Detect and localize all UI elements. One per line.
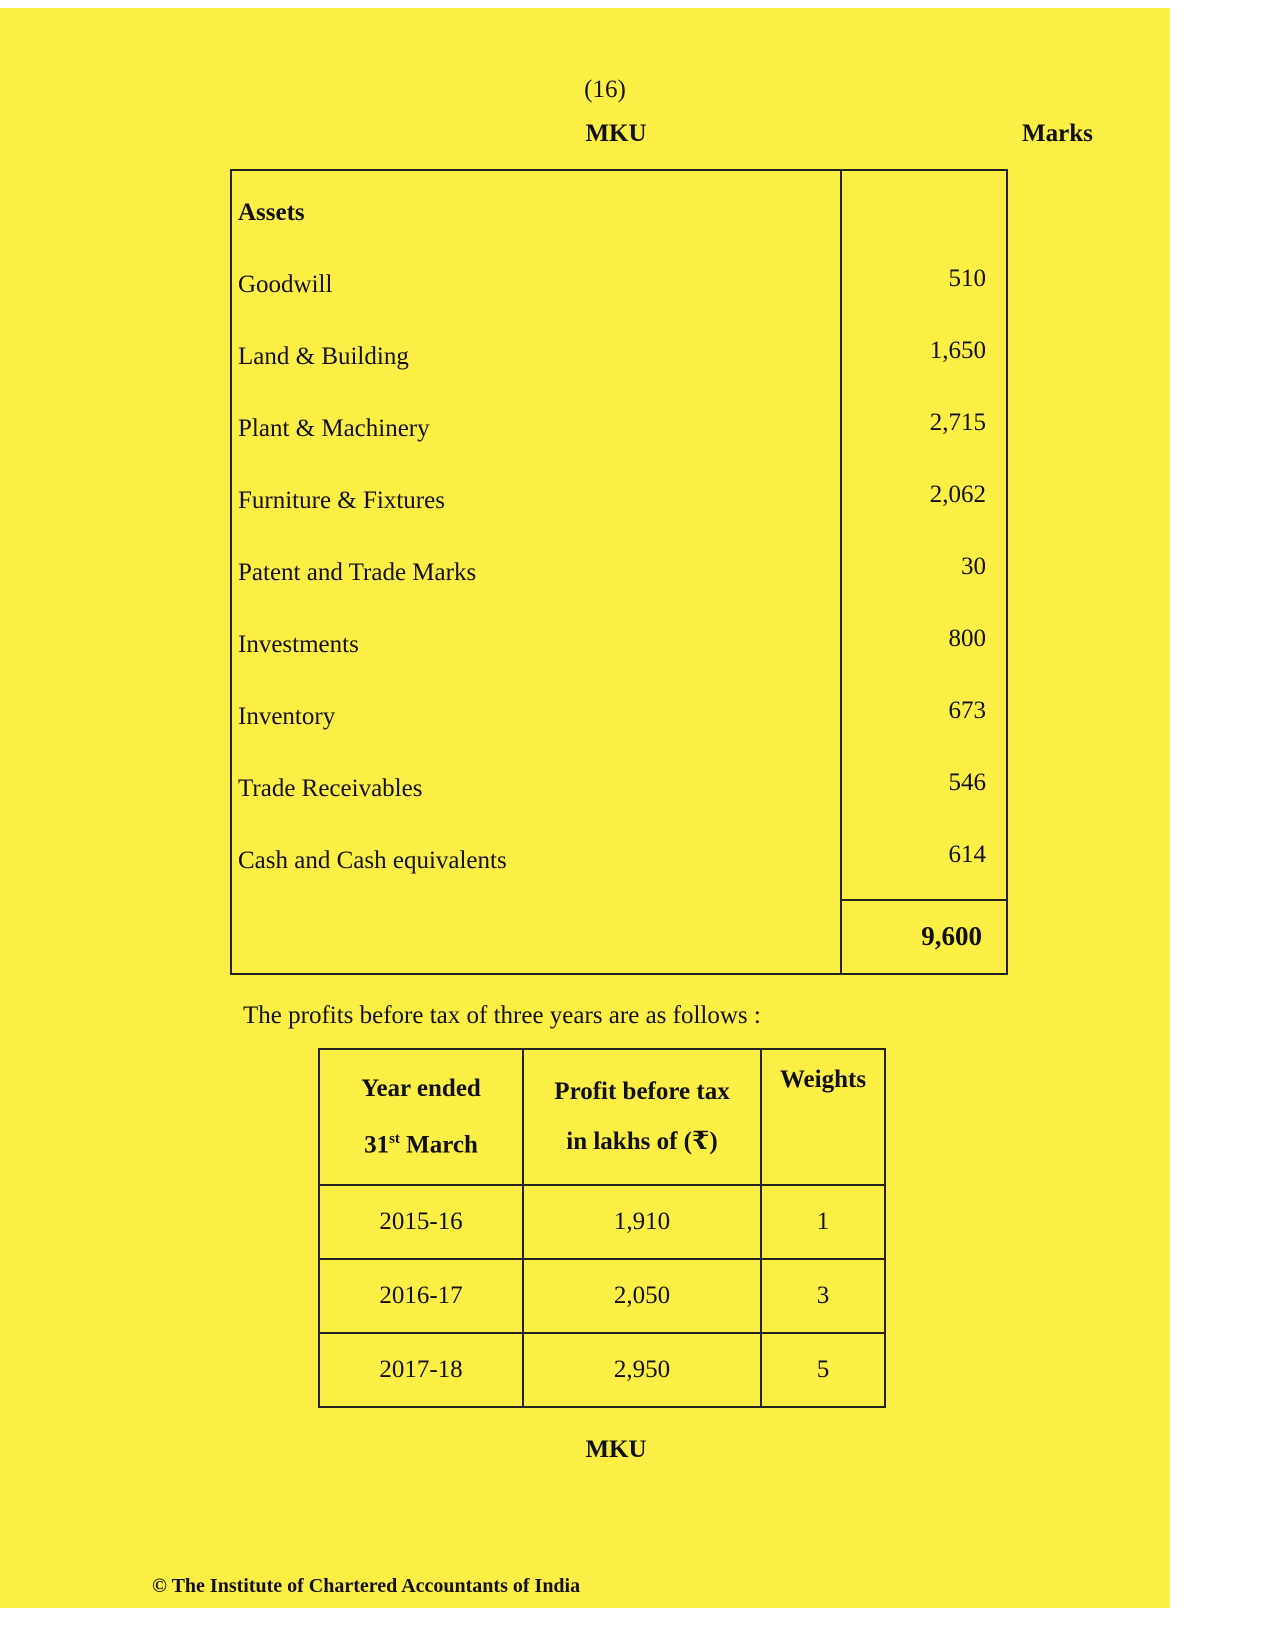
weight-cell: 3 <box>761 1259 885 1333</box>
marks-label: Marks <box>1022 120 1093 147</box>
year-header-line1: Year ended <box>361 1074 481 1102</box>
page-number: (16) <box>584 76 626 103</box>
year-header-day: 31 <box>364 1131 390 1159</box>
asset-label: Trade Receivables <box>238 775 423 802</box>
assets-total: 9,600 <box>921 921 982 951</box>
profit-cell: 2,050 <box>523 1259 761 1333</box>
profits-intro: The profits before tax of three years are as follows : <box>243 1002 761 1029</box>
profits-table <box>318 1048 886 1408</box>
asset-value: 800 <box>948 625 986 652</box>
assets-table <box>230 169 1008 975</box>
asset-row-land-building <box>238 337 986 377</box>
asset-value: 510 <box>948 265 986 292</box>
profit-header-line1: Profit before tax <box>554 1078 730 1105</box>
profits-header-row <box>319 1049 885 1185</box>
table-row <box>319 1259 885 1333</box>
asset-row-furniture-fixtures <box>238 481 986 521</box>
asset-value: 546 <box>948 769 986 796</box>
weight-cell: 1 <box>761 1185 885 1259</box>
profit-cell: 2,950 <box>523 1333 761 1407</box>
year-header <box>319 1049 523 1185</box>
asset-value: 2,715 <box>929 409 986 436</box>
asset-value: 1,650 <box>929 337 986 364</box>
asset-label: Furniture & Fixtures <box>238 487 445 514</box>
year-cell: 2015-16 <box>319 1185 523 1259</box>
asset-row-patent-trade-marks <box>238 553 986 593</box>
asset-value: 30 <box>961 553 986 580</box>
table-row <box>319 1185 885 1259</box>
year-cell: 2016-17 <box>319 1259 523 1333</box>
year-header-month: March <box>399 1131 478 1159</box>
asset-value: 673 <box>948 697 986 724</box>
asset-row-trade-receivables <box>238 769 986 809</box>
asset-label: Patent and Trade Marks <box>238 559 477 586</box>
asset-label: Goodwill <box>238 271 333 298</box>
total-rule <box>840 899 1008 901</box>
asset-value: 2,062 <box>929 481 986 508</box>
asset-label: Cash and Cash equivalents <box>238 847 507 874</box>
asset-row-goodwill <box>238 265 986 305</box>
asset-label: Plant & Machinery <box>238 415 430 442</box>
asset-label: Inventory <box>238 703 336 730</box>
weight-cell: 5 <box>761 1333 885 1407</box>
asset-row-inventory <box>238 697 986 737</box>
copyright-notice: © The Institute of Chartered Accountants of India <box>152 1575 581 1597</box>
table-row <box>319 1333 885 1407</box>
year-cell: 2017-18 <box>319 1333 523 1407</box>
assets-heading: Assets <box>238 199 305 226</box>
year-header-suffix: st <box>389 1130 400 1147</box>
asset-row-cash <box>238 841 986 881</box>
paper-code-bottom: MKU <box>585 1436 647 1463</box>
asset-row-plant-machinery <box>238 409 986 449</box>
asset-label: Investments <box>238 631 359 658</box>
profit-cell: 1,910 <box>523 1185 761 1259</box>
asset-row-investments <box>238 625 986 665</box>
weights-header: Weights <box>761 1049 885 1185</box>
paper-code-top: MKU <box>585 120 647 147</box>
asset-value: 614 <box>948 841 986 868</box>
profit-header <box>523 1049 761 1185</box>
asset-label: Land & Building <box>238 343 409 370</box>
profit-header-line2: in lakhs of (₹) <box>566 1128 718 1155</box>
